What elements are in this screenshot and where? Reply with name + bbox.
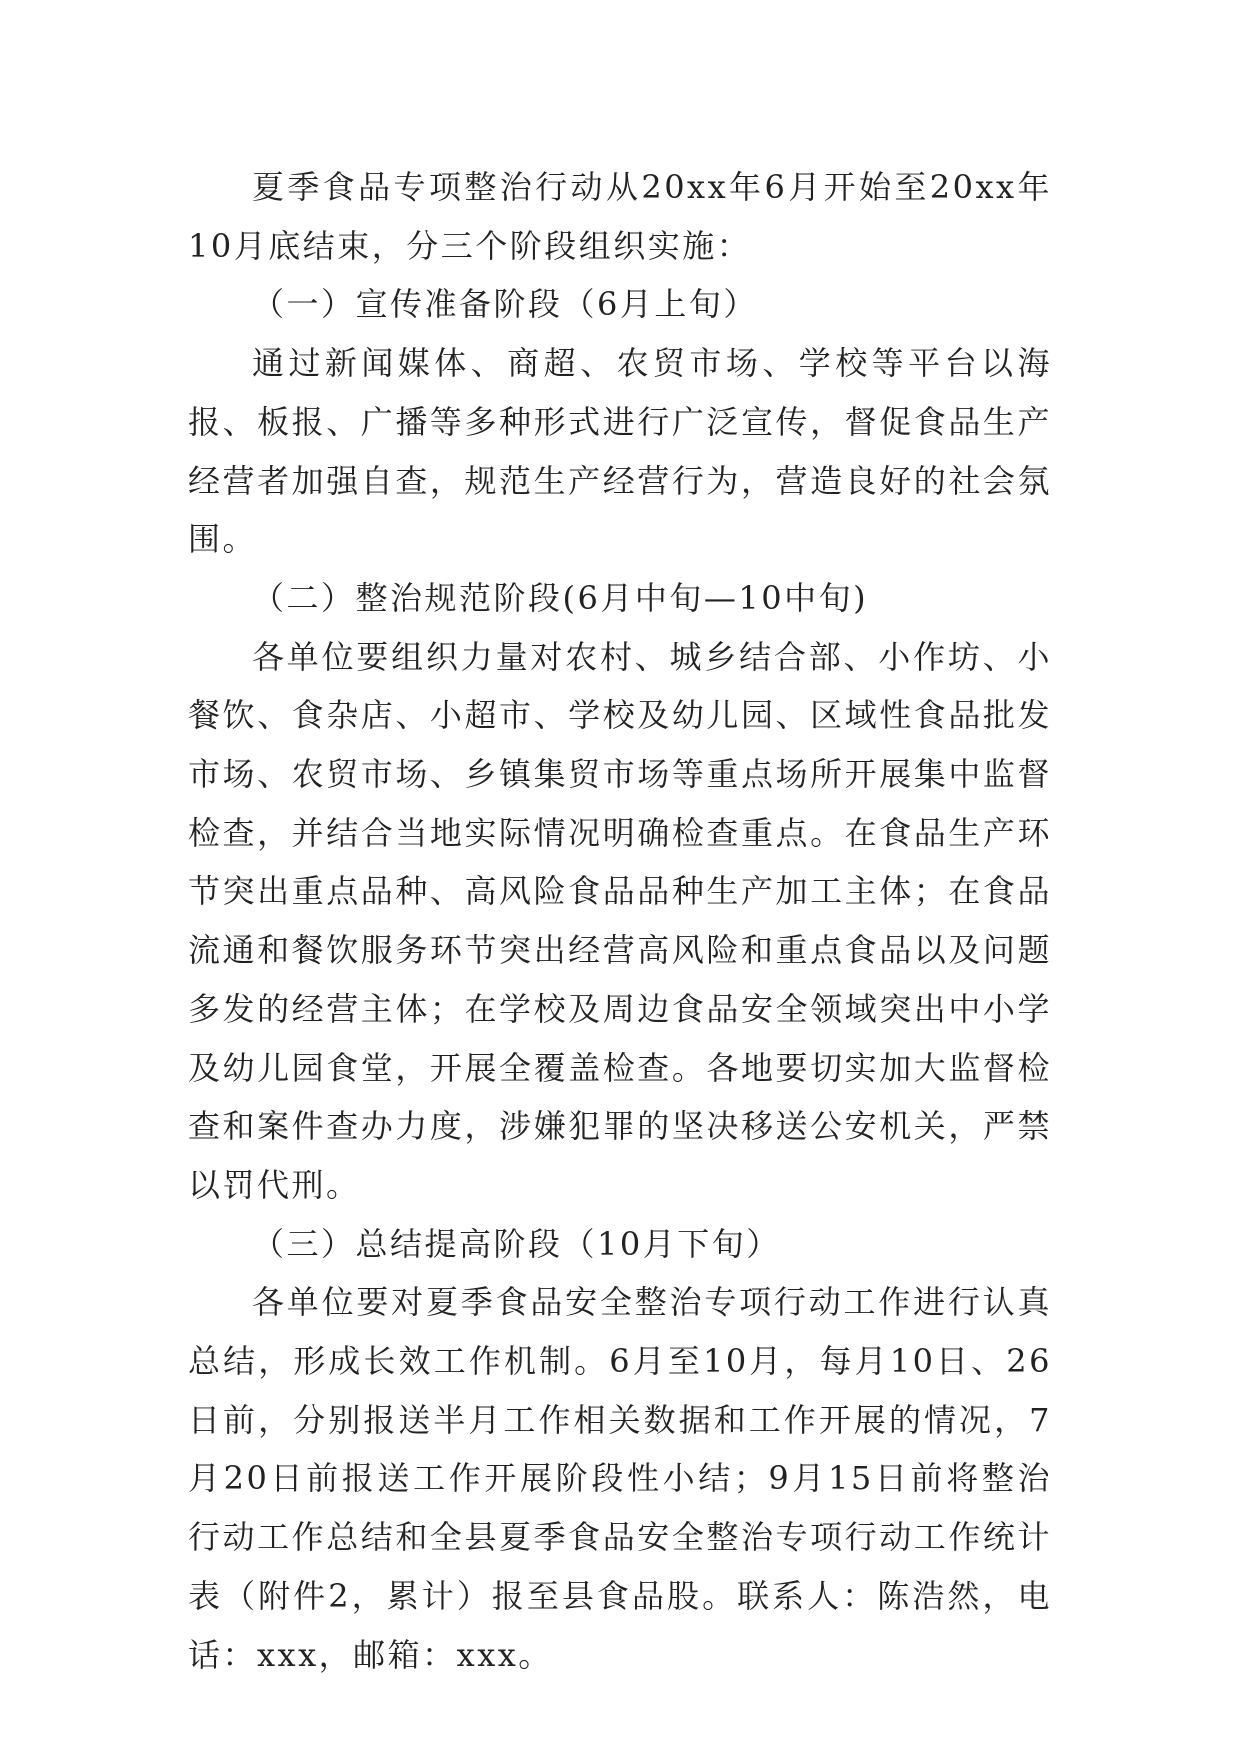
section-heading-2: （二）整治规范阶段(6月中旬—10中旬): [252, 578, 869, 617]
paragraph-section-3: 各单位要对夏季食品安全整治专项行动工作进行认真总结，形成长效工作机制。6月至10月，每月10日、26日前，分别报送半月工作相关数据和工作开展的情况，7月20日前报送工作开展阶段性小结；9月15日前将整治行动工作总结和全县夏季食品安全整治专项行动工作统计表（附件2，累计）报至县食品股。联系人：陈浩然，电话：xxx，邮箱：xxx。: [188, 1283, 1052, 1674]
section-heading-3: （三）总结提高阶段（10月下旬）: [252, 1224, 781, 1263]
section-heading-1: （一）宣传准备阶段（6月上旬）: [252, 285, 758, 324]
document-body: [188, 158, 1052, 1684]
paragraph-section-1: 通过新闻媒体、商超、农贸市场、学校等平台以海报、板报、广播等多种形式进行广泛宣传，督促食品生产经营者加强自查，规范生产经营行为，营造良好的社会氛围。: [188, 344, 1052, 559]
paragraph-section-2: 各单位要组织力量对农村、城乡结合部、小作坊、小餐饮、食杂店、小超市、学校及幼儿园、区域性食品批发市场、农贸市场、乡镇集贸市场等重点场所开展集中监督检查，并结合当地实际情况明确检查重点。在食品生产环节突出重点品种、高风险食品品种生产加工主体；在食品流通和餐饮服务环节突出经营高风险和重点食品以及问题多发的经营主体；在学校及周边食品安全领域突出中小学及幼儿园食堂，开展全覆盖检查。各地要切实加大监督检查和案件查办力度，涉嫌犯罪的坚决移送公安机关，严禁以罚代刑。: [188, 637, 1052, 1204]
paragraph-intro: 夏季食品专项整治行动从20xx年6月开始至20xx年10月底结束，分三个阶段组织实施：: [188, 168, 1052, 265]
